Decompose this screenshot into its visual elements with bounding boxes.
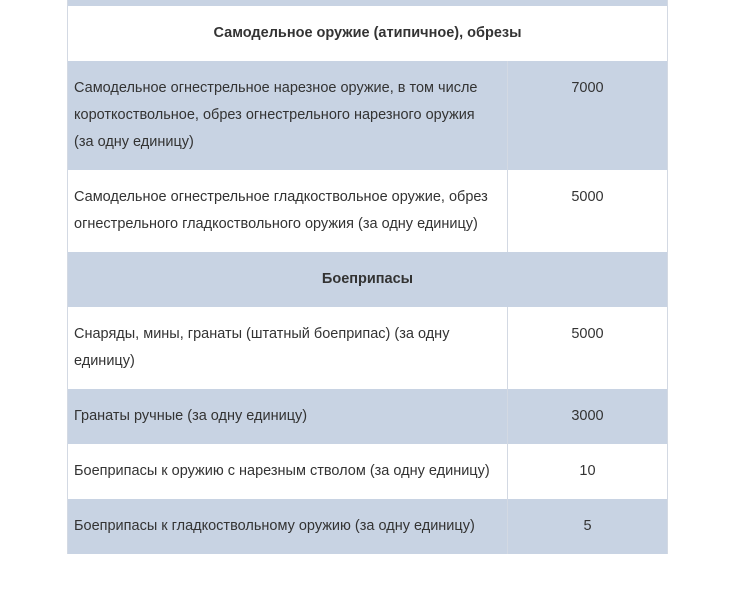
rewards-table: [67, 0, 668, 554]
item-amount: 10: [508, 444, 668, 499]
item-description: Боеприпасы к оружию с нарезным стволом (за одну единицу): [68, 444, 508, 499]
item-amount: 5000: [508, 170, 668, 252]
item-amount: 5000: [508, 307, 668, 389]
section-title-ammunition: Боеприпасы: [68, 252, 668, 307]
item-amount: 3000: [508, 389, 668, 444]
table-row: [68, 307, 668, 389]
section-header-row: [68, 6, 668, 61]
item-description: Боеприпасы к гладкоствольному оружию (за одну единицу): [68, 499, 508, 554]
section-header-row: [68, 252, 668, 307]
table-row: [68, 389, 668, 444]
item-description: Самодельное огнестрельное нарезное оружие, в том числе короткоствольное, обрез огнестрельного нарезного оружия (за одну единицу): [68, 61, 508, 170]
table-row: [68, 499, 668, 554]
item-description: Гранаты ручные (за одну единицу): [68, 389, 508, 444]
item-amount: 7000: [508, 61, 668, 170]
table-row: [68, 170, 668, 252]
item-description: Снаряды, мины, гранаты (штатный боеприпас) (за одну единицу): [68, 307, 508, 389]
table-row: [68, 444, 668, 499]
table-row: [68, 61, 668, 170]
item-description: Самодельное огнестрельное гладкоствольное оружие, обрез огнестрельного гладкоствольного оружия (за одну единицу): [68, 170, 508, 252]
section-title-homemade-weapons: Самодельное оружие (атипичное), обрезы: [68, 6, 668, 61]
item-amount: 5: [508, 499, 668, 554]
